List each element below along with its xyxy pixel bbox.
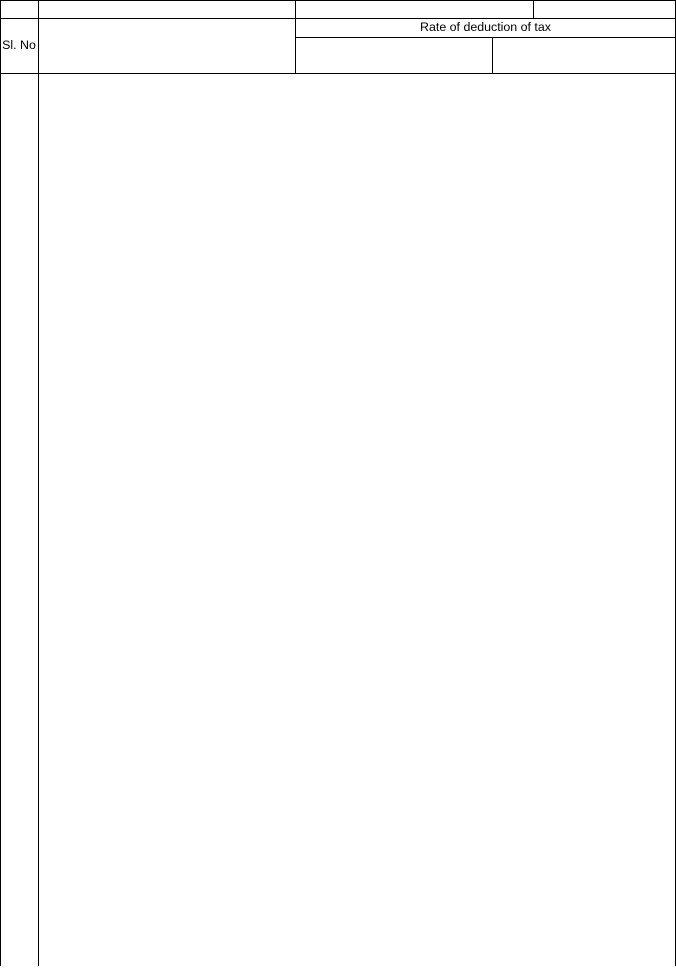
- sl-no-header: Sl. No: [2, 38, 36, 53]
- grid-line: [533, 0, 534, 19]
- grid-line: [38, 0, 39, 966]
- grid-line: [0, 73, 676, 74]
- grid-line: [0, 0, 1, 966]
- grid-line: [295, 0, 296, 74]
- grid-line: [492, 37, 493, 74]
- rate-heading: Rate of deduction of tax: [420, 20, 551, 35]
- grid-line: [295, 37, 676, 38]
- grid-line: [0, 0, 676, 1]
